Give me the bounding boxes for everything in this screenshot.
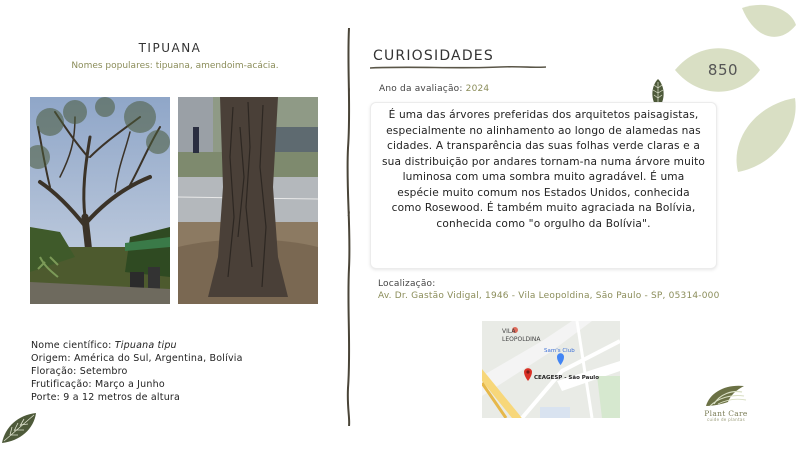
vertical-divider xyxy=(343,28,355,426)
title-underline xyxy=(370,64,546,72)
map-area-label: LEOPOLDINA xyxy=(502,336,541,343)
location-label: Localização: xyxy=(378,279,436,289)
curiosities-box xyxy=(370,102,717,269)
evaluation-year xyxy=(379,84,489,94)
scientific-name-value: Tipuana tipu xyxy=(114,340,177,351)
map-poi-sams-club: Sam's Club xyxy=(544,348,575,354)
tree-number: 850 xyxy=(707,61,739,79)
curiosities-text: É uma das árvores preferidas dos arquitetos paisagistas, especialmente no alinhamento ao longo de alamedas nas cidades. A transparência das suas folhas verde claras e a sua distribuição por andares tornam-na numa árvore muito luminosa com uma sombra muito agradável. É uma espécie muito comum nos Estados Unidos, conhecida como Rosewood. É também muito agraciada na Bolívia, conhecida como "o orgulho da Bolívia". xyxy=(381,109,706,230)
tree-trunk-photo xyxy=(178,97,318,304)
scientific-name-label: Nome científico: xyxy=(31,340,115,351)
evaluation-year-label: Ano da avaliação: xyxy=(379,84,466,94)
evaluation-year-value: 2024 xyxy=(465,84,490,94)
curiosities-title: CURIOSIDADES xyxy=(373,48,494,64)
fruiting: Frutificação: Março a Junho xyxy=(31,379,165,390)
location-address: Av. Dr. Gastão Vidigal, 1946 - Vila Leopoldina, São Paulo - SP, 05314-000 xyxy=(378,291,720,301)
scientific-name xyxy=(31,339,243,352)
leaf-icon xyxy=(0,407,38,445)
map-poi-ceagesp: CEAGESP - São Paulo xyxy=(534,375,599,381)
location-map[interactable] xyxy=(482,321,620,418)
flowering: Floração: Setembro xyxy=(31,366,128,377)
size: Porte: 9 a 12 metros de altura xyxy=(31,392,181,403)
brand-name: Plant Care xyxy=(704,409,748,418)
tree-canopy-photo xyxy=(30,97,170,304)
map-area-label: VILA xyxy=(502,328,516,335)
tree-name: TIPUANA xyxy=(138,41,202,55)
popular-names: Nomes populares: tipuana, amendoim-acácia. xyxy=(71,61,279,71)
origin: Origem: América do Sul, Argentina, Bolívia xyxy=(31,353,243,364)
brand-tagline: cuide de plantas xyxy=(707,417,745,422)
tree-details xyxy=(31,339,243,404)
